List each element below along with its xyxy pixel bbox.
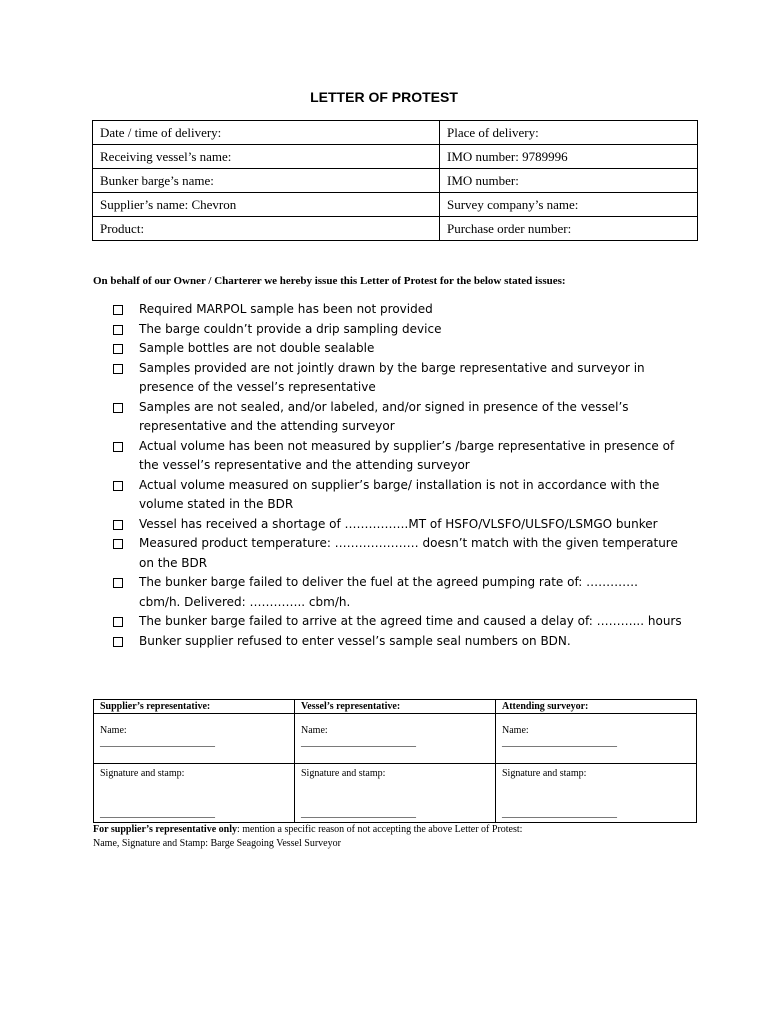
checkbox-icon[interactable] <box>113 364 123 374</box>
issue-text: The bunker barge failed to deliver the fuel at the agreed pumping rate of: …………. cbm/h. Delivered: ………….. cbm/h. <box>139 575 638 609</box>
issue-text: Actual volume measured on supplier’s barge/ installation is not in accordance with the volume stated in the BDR <box>139 477 660 511</box>
issue-text: Samples provided are not jointly drawn by the barge representative and surveyor in presence of the vessel’s representative <box>139 360 645 394</box>
issue-text: Bunker supplier refused to enter vessel’s sample seal numbers on BDN. <box>139 633 571 648</box>
list-item <box>113 437 683 476</box>
checkbox-icon[interactable] <box>113 520 123 530</box>
checkbox-icon[interactable] <box>113 578 123 588</box>
delivery-info-table <box>92 120 698 241</box>
checkbox-icon[interactable] <box>113 344 123 354</box>
checkbox-icon[interactable] <box>113 325 123 335</box>
supplier-signature-field[interactable] <box>94 764 295 823</box>
receiving-vessel-cell: Receiving vessel’s name: <box>93 145 440 169</box>
checkbox-icon[interactable] <box>113 442 123 452</box>
issue-text: Actual volume has been not measured by supplier’s /barge representative in presence of the vessel’s representative and the attending surveyor <box>139 438 675 472</box>
footer-note <box>93 823 713 851</box>
supplier-name-cell: Supplier’s name: Chevron <box>93 193 440 217</box>
table-row <box>94 764 697 823</box>
list-item <box>113 398 683 437</box>
footer-line-2: Name, Signature and Stamp: Barge Seagoing Vessel Surveyor <box>93 838 341 849</box>
vessel-rep-header: Vessel’s representative: <box>295 700 496 714</box>
place-of-delivery-cell: Place of delivery: <box>440 121 698 145</box>
list-item <box>113 632 683 652</box>
protest-intro: On behalf of our Owner / Charterer we hereby issue this Letter of Protest for the below stated issues: <box>93 275 566 287</box>
table-row <box>93 169 698 193</box>
signature-label: Signature and stamp: <box>502 768 587 779</box>
footer-text: : mention a specific reason of not accepting the above Letter of Protest: <box>236 824 523 835</box>
issue-text: Vessel has received a shortage of …………….MT of HSFO/VLSFO/ULSFO/LSMGO bunker <box>139 516 658 531</box>
list-item <box>113 515 683 535</box>
surveyor-name-field[interactable] <box>496 714 697 764</box>
table-row <box>93 217 698 241</box>
purchase-order-cell: Purchase order number: <box>440 217 698 241</box>
list-item <box>113 476 683 515</box>
name-label: Name: <box>100 725 127 736</box>
surveyor-signature-field[interactable] <box>496 764 697 823</box>
checkbox-icon[interactable] <box>113 539 123 549</box>
table-row <box>93 121 698 145</box>
issues-checklist <box>113 300 683 651</box>
supplier-rep-header: Supplier’s representative: <box>94 700 295 714</box>
checkbox-icon[interactable] <box>113 617 123 627</box>
document-title: LETTER OF PROTEST <box>310 89 458 105</box>
list-item <box>113 320 683 340</box>
signature-label: Signature and stamp: <box>301 768 386 779</box>
barge-imo-cell: IMO number: <box>440 169 698 193</box>
signature-table <box>93 699 697 823</box>
table-row <box>94 714 697 764</box>
list-item <box>113 534 683 573</box>
checkbox-icon[interactable] <box>113 403 123 413</box>
date-time-cell: Date / time of delivery: <box>93 121 440 145</box>
checkbox-icon[interactable] <box>113 481 123 491</box>
list-item <box>113 573 683 612</box>
bunker-barge-cell: Bunker barge’s name: <box>93 169 440 193</box>
surveyor-header: Attending surveyor: <box>496 700 697 714</box>
issue-text: Samples are not sealed, and/or labeled, and/or signed in presence of the vessel’s representative and the attending surveyor <box>139 399 629 433</box>
checkbox-icon[interactable] <box>113 305 123 315</box>
table-row <box>94 700 697 714</box>
list-item <box>113 339 683 359</box>
issue-text: The bunker barge failed to arrive at the agreed time and caused a delay of: ………... hours <box>139 614 682 628</box>
issue-text: Measured product temperature: ………………… doesn’t match with the given temperature on the BDR <box>139 536 678 570</box>
survey-company-cell: Survey company’s name: <box>440 193 698 217</box>
issue-text: Sample bottles are not double sealable <box>139 341 375 355</box>
name-label: Name: <box>301 725 328 736</box>
footer-bold-text: For supplier’s representative only <box>93 824 237 835</box>
vessel-signature-field[interactable] <box>295 764 496 823</box>
table-row <box>93 145 698 169</box>
supplier-name-field[interactable] <box>94 714 295 764</box>
issue-text: Required MARPOL sample has been not provided <box>139 302 433 316</box>
signature-line: _______________________ <box>502 808 617 819</box>
signature-label: Signature and stamp: <box>100 768 185 779</box>
list-item <box>113 300 683 320</box>
product-cell: Product: <box>93 217 440 241</box>
name-line: _______________________ <box>502 737 617 748</box>
signature-line: _______________________ <box>100 808 215 819</box>
vessel-imo-cell: IMO number: 9789996 <box>440 145 698 169</box>
list-item <box>113 359 683 398</box>
name-line: _______________________ <box>301 737 416 748</box>
table-row <box>93 193 698 217</box>
vessel-name-field[interactable] <box>295 714 496 764</box>
issue-text: The barge couldn’t provide a drip sampling device <box>139 321 442 336</box>
name-line: _______________________ <box>100 737 215 748</box>
checkbox-icon[interactable] <box>113 637 123 647</box>
list-item <box>113 612 683 632</box>
signature-line: _______________________ <box>301 808 416 819</box>
footer-line-1 <box>93 823 713 837</box>
name-label: Name: <box>502 725 529 736</box>
